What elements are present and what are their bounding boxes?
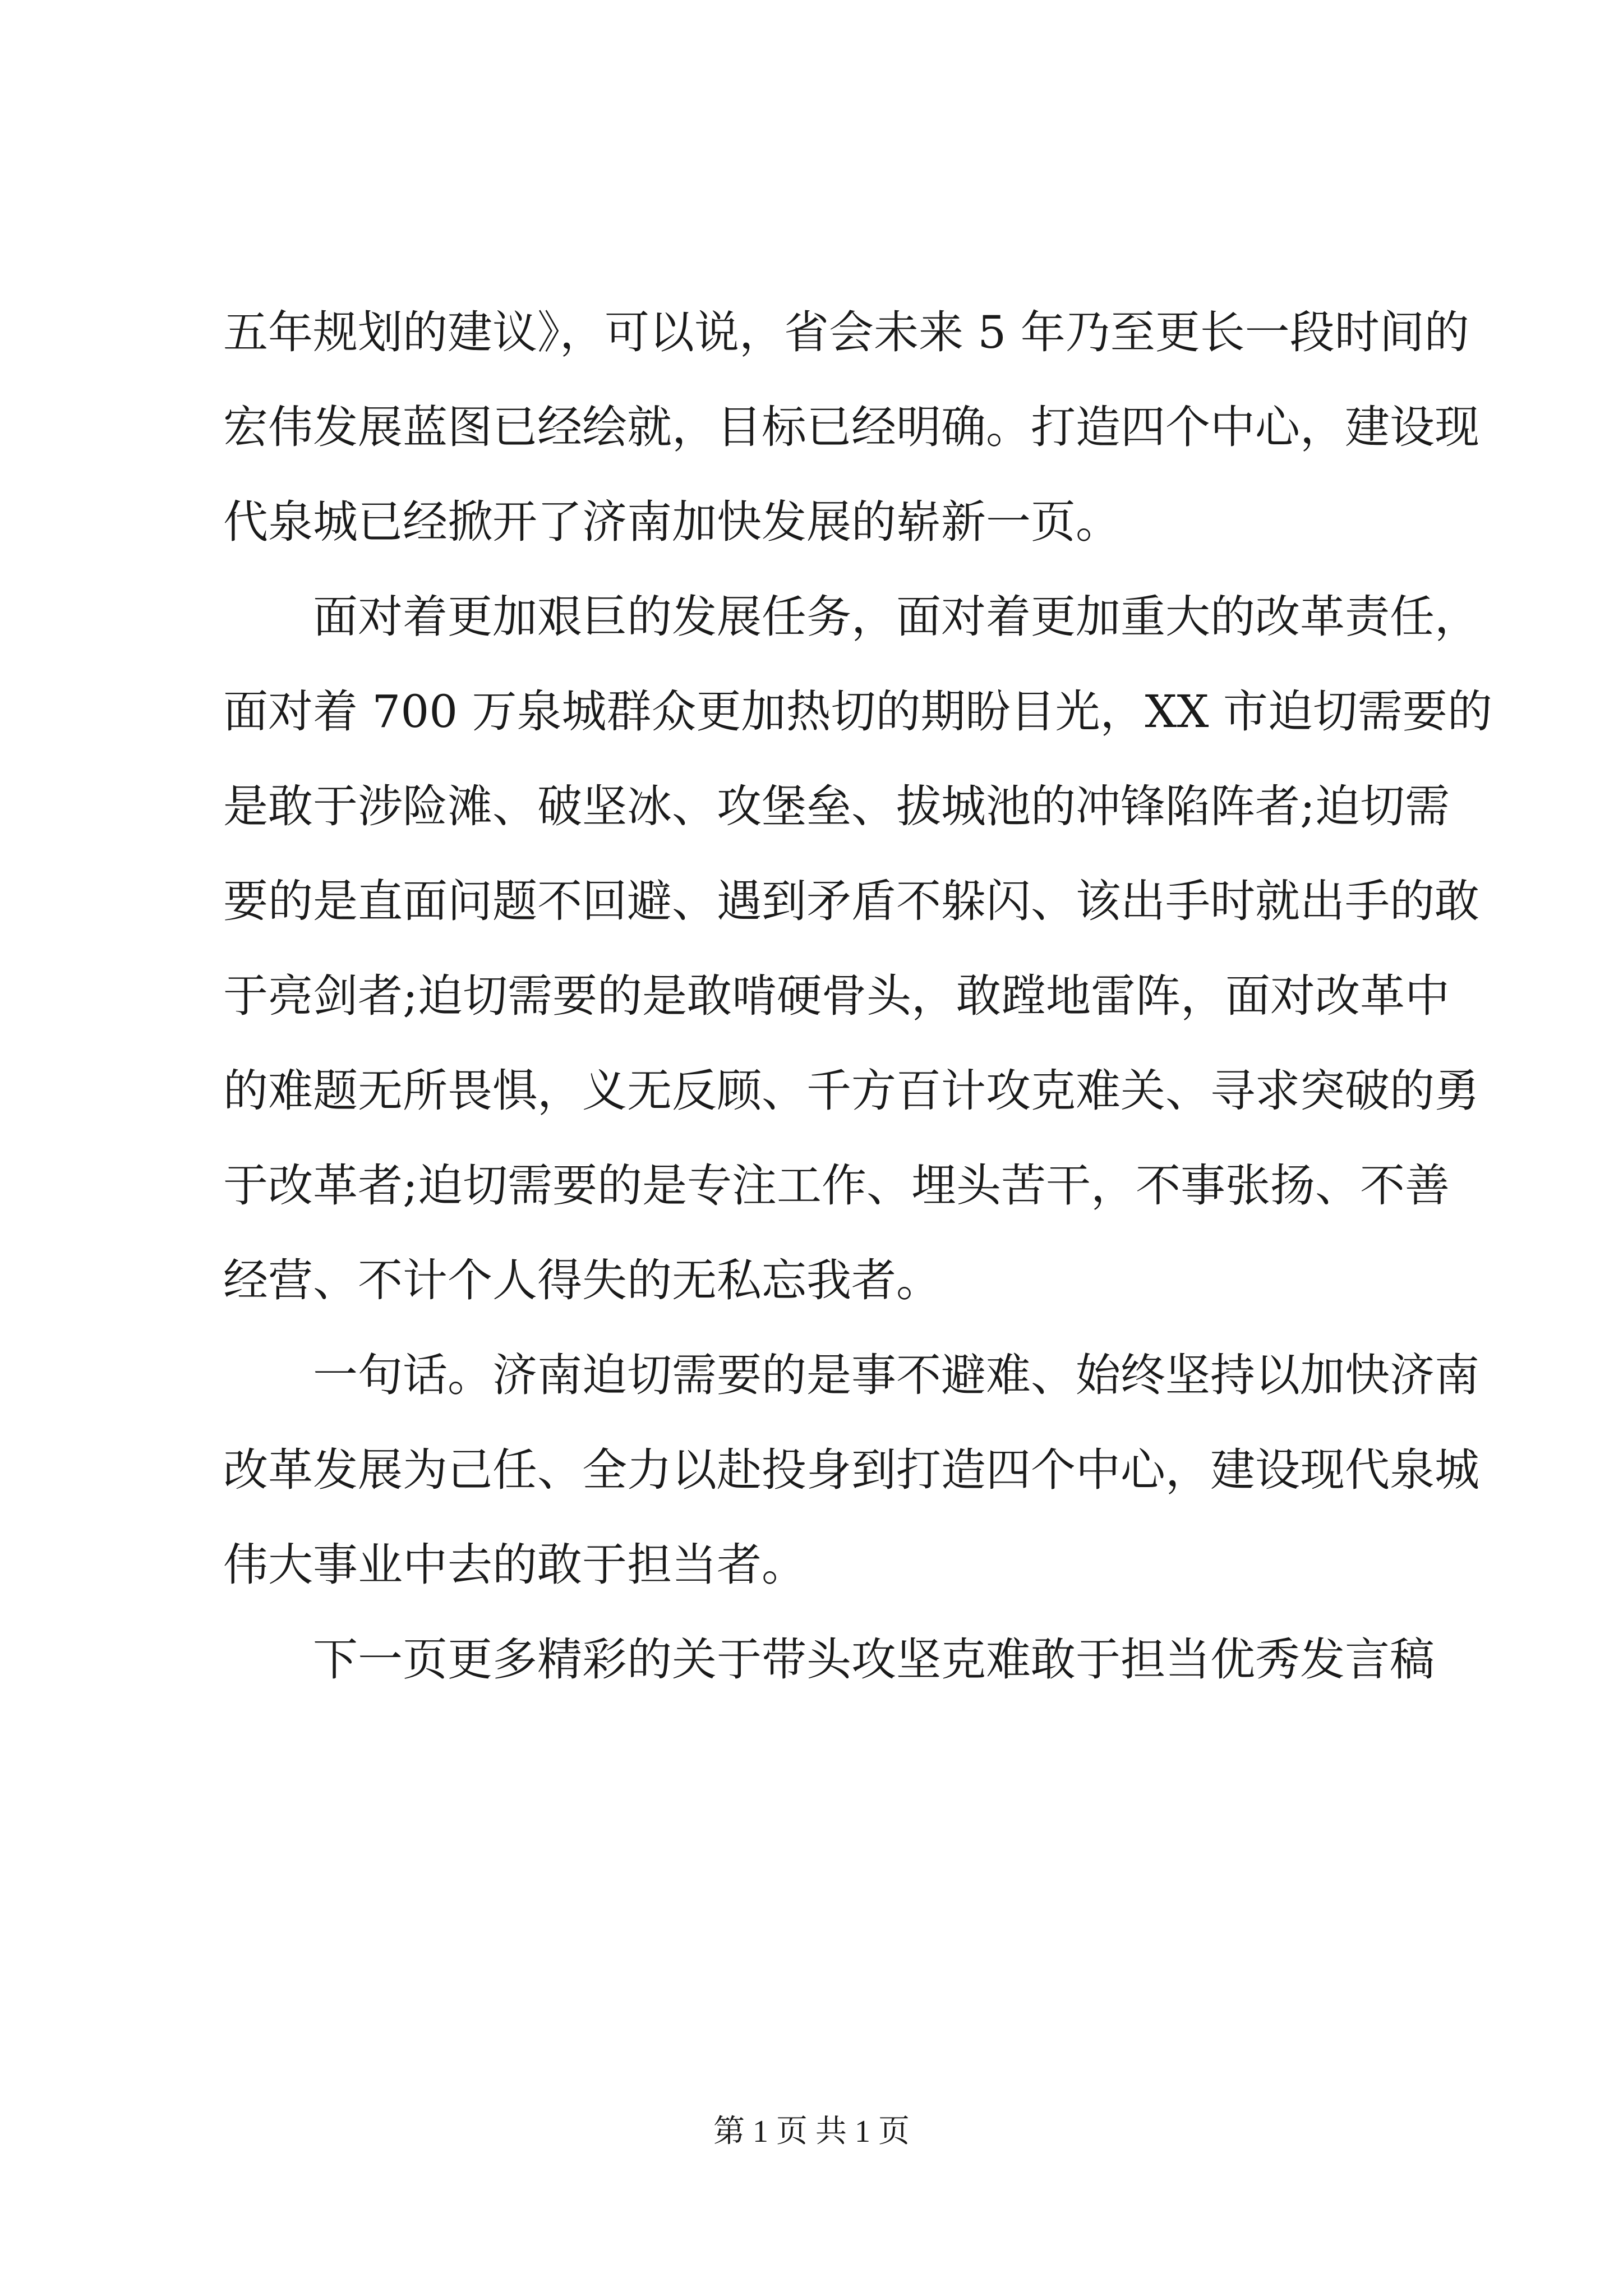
text-line: 是敢于涉险滩、破坚冰、攻堡垒、拔城池的冲锋陷阵者;迫切需 [223,780,1450,832]
text-line: 一句话。济南迫切需要的是事不避难、始终坚持以加快济南 [313,1349,1479,1401]
text-line: 宏伟发展蓝图已经绘就，目标已经明确。打造四个中心，建设现 [223,401,1479,453]
text-line: 面对着更加艰巨的发展任务，面对着更加重大的改革责任， [313,591,1479,643]
text-line: 的难题无所畏惧，义无反顾、千方百计攻克难关、寻求突破的勇 [223,1065,1479,1117]
text-line: 于改革者;迫切需要的是专注工作、埋头苦干，不事张扬、不善 [223,1159,1450,1212]
text-line: 下一页更多精彩的关于带头攻坚克难敢于担当优秀发言稿 [313,1634,1435,1686]
text-line: 要的是直面问题不回避、遇到矛盾不躲闪、该出手时就出手的敢 [223,875,1479,927]
text-line: 改革发展为己任、全力以赴投身到打造四个中心，建设现代泉城 [223,1444,1479,1496]
page-footer: 第 1 页 共 1 页 [713,2114,910,2149]
text-line: 于亮剑者;迫切需要的是敢啃硬骨头，敢蹚地雷阵，面对改革中 [223,970,1450,1022]
text-line: 经营、不计个人得失的无私忘我者。 [223,1254,941,1306]
text-line: 面对着 700 万泉城群众更加热切的期盼目光，XX 市迫切需要的 [223,685,1492,738]
document-body [223,285,1492,1707]
text-line: 五年规划的建议》，可以说，省会未来 5 年乃至更长一段时间的 [223,306,1469,358]
text-line: 代泉城已经掀开了济南加快发展的崭新一页。 [223,496,1121,548]
text-line: 伟大事业中去的敢于担当者。 [223,1539,806,1591]
